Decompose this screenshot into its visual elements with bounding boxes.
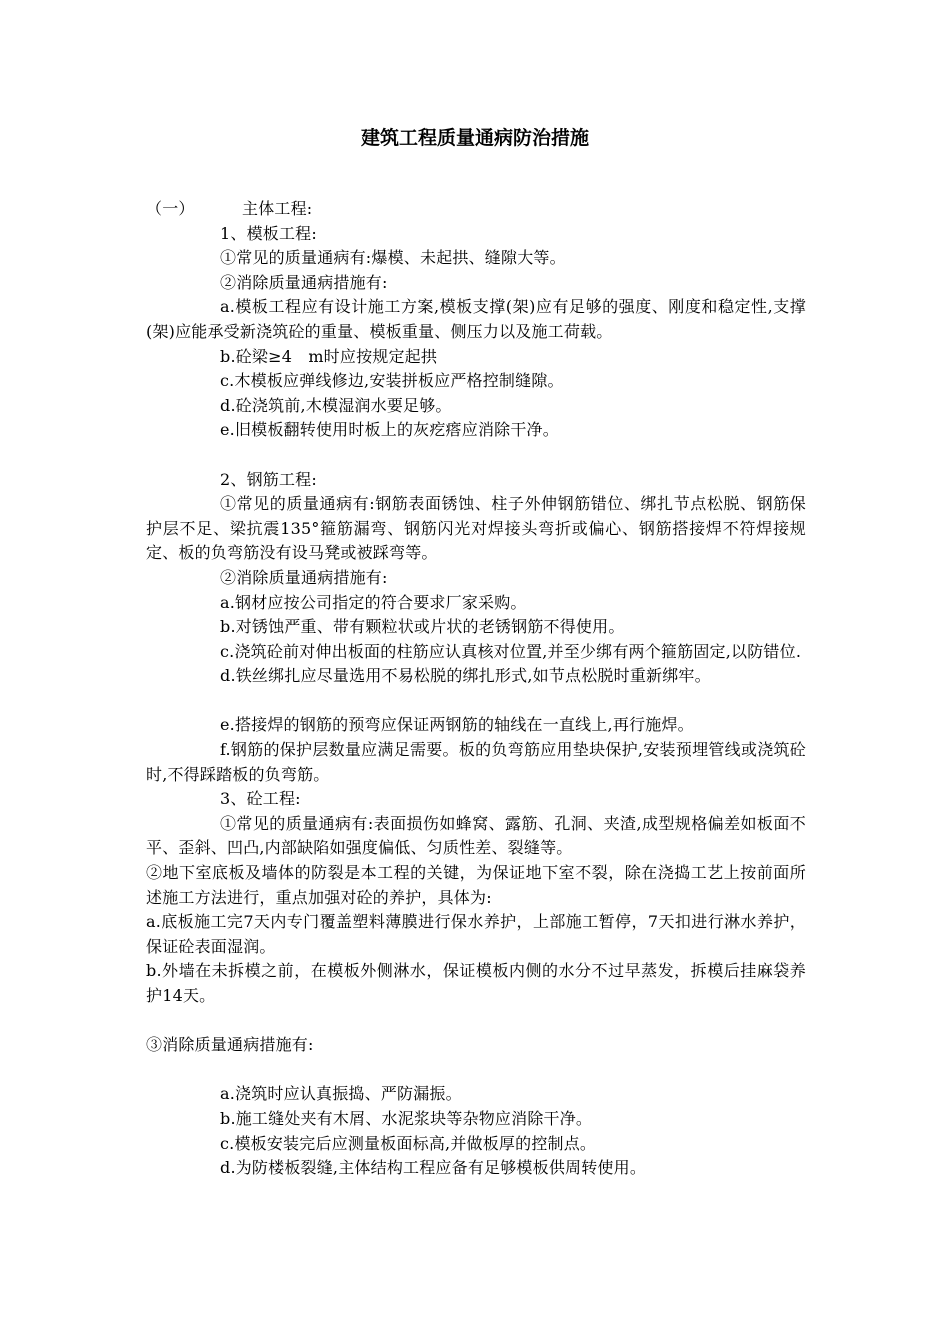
spacer — [146, 443, 806, 468]
spacer — [146, 1009, 806, 1034]
concrete-heading: 3、砼工程: — [220, 789, 301, 809]
concrete-common-issues: ①常见的质量通病有:表面损伤如蜂窝、露筋、孔洞、夹渣,成型规格偏差如板面不平、歪斜、凹凸,内部缺陷如强度偏低、匀质性差、裂缝等。 — [146, 813, 806, 858]
spacer — [146, 689, 806, 714]
concrete-item-c: c.模板安装完后应测量板面标高,并做板厚的控制点。 — [220, 1133, 597, 1153]
document-title: 建筑工程质量通病防治措施 — [360, 127, 589, 149]
concrete-item-a: a.浇筑时应认真振捣、严防漏振。 — [220, 1084, 462, 1104]
formwork-heading: 1、模板工程: — [220, 223, 317, 243]
document-body — [146, 197, 806, 1181]
rebar-item-c: c.浇筑砼前对伸出板面的柱筋应认真核对位置,并至少绑有两个箍筋固定,以防错位. — [220, 641, 802, 661]
concrete-item-b: b.施工缝处夹有木屑、水泥浆块等杂物应消除干净。 — [220, 1108, 593, 1128]
formwork-measures-heading: ②消除质量通病措施有: — [220, 272, 388, 292]
rebar-item-d: d.铁丝绑扎应尽量选用不易松脱的绑扎形式,如节点松脱时重新绑牢。 — [220, 666, 711, 686]
formwork-item-d: d.砼浇筑前,木模湿润水要足够。 — [220, 395, 452, 415]
rebar-measures-heading: ②消除质量通病措施有: — [220, 567, 388, 587]
rebar-common-issues: ①常见的质量通病有:钢筋表面锈蚀、柱子外伸钢筋错位、绑扎节点松脱、钢筋保护层不足、梁抗震135°箍筋漏弯、钢筋闪光对焊接头弯折或偏心、钢筋搭接焊不符焊接规定、板的负弯筋没有设马凳或被踩弯等。 — [146, 494, 806, 563]
formwork-item-b: b.砼梁≥4 m时应按规定起拱 — [220, 346, 438, 366]
concrete-basement: ②地下室底板及墙体的防裂是本工程的关键，为保证地下室不裂，除在浇捣工艺上按前面所述施工方法进行，重点加强对砼的养护，具体为: — [146, 863, 806, 907]
concrete-item-d: d.为防楼板裂缝,主体结构工程应备有足够模板供周转使用。 — [220, 1158, 647, 1178]
section-label: 主体工程: — [242, 199, 313, 218]
rebar-item-a: a.钢材应按公司指定的符合要求厂家采购。 — [220, 592, 527, 612]
rebar-heading: 2、钢筋工程: — [220, 469, 317, 489]
concrete-measures-heading: ③消除质量通病措施有: — [146, 1035, 314, 1055]
concrete-basement-item-b: b.外墙在未拆模之前，在模板外侧淋水，保证模板内侧的水分不过早蒸发，拆模后挂麻袋养护14天。 — [146, 961, 806, 1005]
formwork-item-a: a.模板工程应有设计施工方案,模板支撑(架)应有足够的强度、刚度和稳定性,支撑(架)应能承受新浇筑砼的重量、模板重量、侧压力以及施工荷载。 — [146, 297, 806, 341]
concrete-basement-item-a: a.底板施工完7天内专门覆盖塑料薄膜进行保水养护，上部施工暂停，7天扣进行淋水养护，保证砼表面湿润。 — [146, 912, 806, 956]
formwork-item-e: e.旧模板翻转使用时板上的灰疙瘩应消除干净。 — [220, 420, 559, 440]
rebar-item-b: b.对锈蚀严重、带有颗粒状或片状的老锈钢筋不得使用。 — [220, 617, 625, 637]
spacer — [146, 1058, 806, 1083]
section-number: （一） — [146, 199, 195, 218]
section-heading — [146, 197, 806, 222]
formwork-item-c: c.木模板应弹线修边,安装拼板应严格控制缝隙。 — [220, 371, 564, 391]
rebar-item-f: f.钢筋的保护层数量应满足需要。板的负弯筋应用垫块保护,安装预埋管线或浇筑砼时,不得踩踏板的负弯筋。 — [146, 740, 806, 784]
formwork-common-issues: ①常见的质量通病有:爆模、未起拱、缝隙大等。 — [220, 248, 566, 268]
rebar-item-e: e.搭接焊的钢筋的预弯应保证两钢筋的轴线在一直线上,再行施焊。 — [220, 715, 694, 735]
